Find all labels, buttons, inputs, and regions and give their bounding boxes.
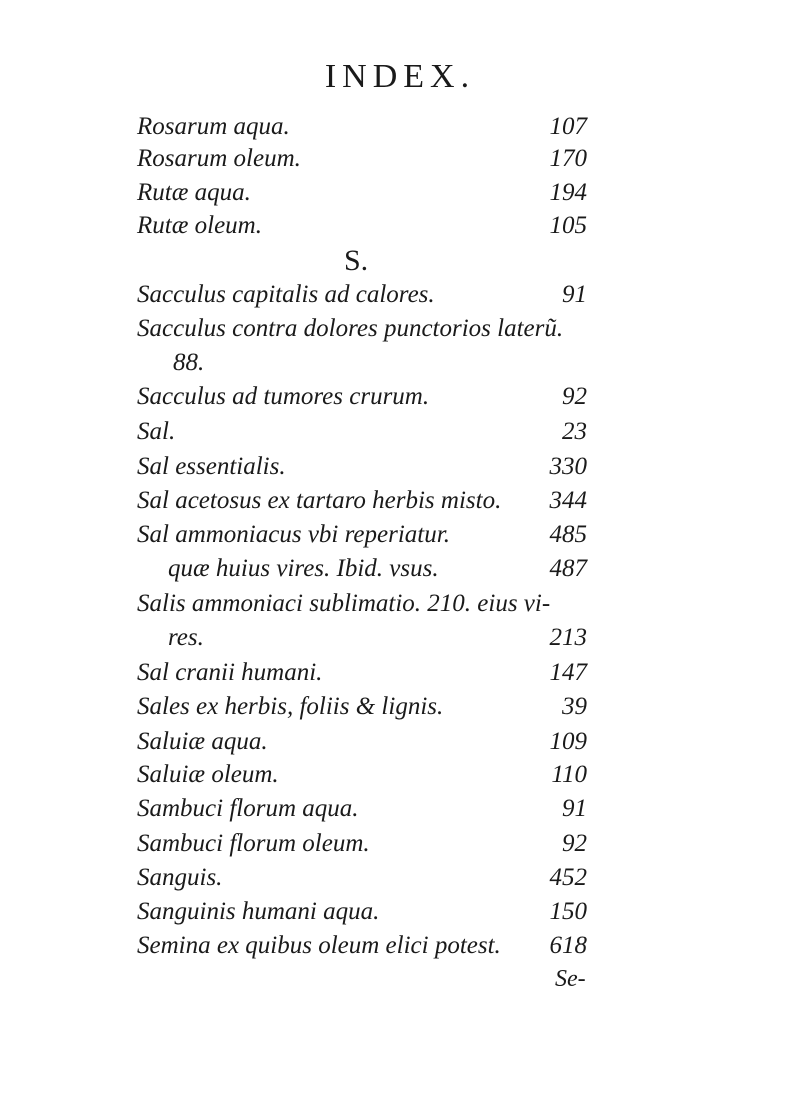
entry-label: Sambuci florum oleum. — [137, 830, 370, 857]
entry-label: Sanguinis humani aqua. — [137, 898, 380, 925]
entry-page-number: 485 — [549, 521, 587, 548]
entry-page-number: 23 — [562, 418, 587, 445]
index-entry — [168, 624, 587, 654]
section-letter: S. — [344, 244, 369, 277]
entry-label: Sal acetosus ex tartaro herbis misto. — [137, 487, 502, 514]
entry-label: Sambuci florum aqua. — [137, 795, 359, 822]
entry-label: Rosarum aqua. — [137, 113, 290, 140]
entry-label: quæ huius vires. Ibid. vsus. — [168, 555, 439, 582]
entry-label: Sal essentialis. — [137, 453, 286, 480]
entry-label: Sanguis. — [137, 864, 223, 891]
entry-page-number: 452 — [549, 864, 587, 891]
entry-page-number: 109 — [549, 728, 587, 755]
entry-page-number: 91 — [562, 281, 587, 308]
catchword: Se- — [555, 966, 586, 992]
entry-label: Rutæ aqua. — [137, 179, 251, 206]
entry-label: Sal ammoniacus vbi reperiatur. — [137, 521, 450, 548]
entry-label: Saluiæ oleum. — [137, 761, 279, 788]
entry-label: Saluiæ aqua. — [137, 728, 268, 755]
index-entry — [137, 898, 587, 928]
entry-label: res. — [168, 624, 204, 651]
entry-page-number: 487 — [549, 555, 587, 582]
index-entry — [137, 590, 587, 620]
index-entry — [137, 383, 587, 413]
index-entry — [137, 795, 587, 825]
index-entry — [137, 113, 587, 143]
index-entry — [137, 315, 587, 345]
entry-label: Sal cranii humani. — [137, 659, 323, 686]
index-entry — [137, 761, 587, 791]
entry-label: Sacculus capitalis ad calores. — [137, 281, 435, 308]
entry-label: Sacculus contra dolores punctorios laterũ. — [137, 315, 564, 342]
entry-page-number: 107 — [549, 113, 587, 140]
entry-label: Rosarum oleum. — [137, 145, 301, 172]
index-entry — [137, 212, 587, 242]
entry-label: Sal. — [137, 418, 176, 445]
index-entry — [137, 728, 587, 758]
entry-label: Salis ammoniaci sublimatio. 210. eius vi- — [137, 590, 551, 617]
index-entry — [137, 693, 587, 723]
index-entry — [137, 659, 587, 689]
entry-page-number: 618 — [549, 932, 587, 959]
entry-label: Rutæ oleum. — [137, 212, 262, 239]
entry-page-number: 110 — [551, 761, 587, 788]
entry-page-number: 92 — [562, 383, 587, 410]
index-entry — [137, 521, 587, 551]
entry-page-number: 147 — [549, 659, 587, 686]
entry-page-number: 170 — [549, 145, 587, 172]
index-entry — [137, 281, 587, 311]
index-entry — [137, 179, 587, 209]
index-entry — [137, 418, 587, 448]
index-entry — [137, 145, 587, 175]
entry-page-number: 92 — [562, 830, 587, 857]
entry-label: Semina ex quibus oleum elici potest. — [137, 932, 501, 959]
entry-page-number: 91 — [562, 795, 587, 822]
entry-page-number: 150 — [549, 898, 587, 925]
entry-continuation: 88. — [173, 349, 205, 376]
entry-label: Sales ex herbis, foliis & lignis. — [137, 693, 444, 720]
index-entry — [137, 864, 587, 894]
entry-page-number: 330 — [549, 453, 587, 480]
entry-page-number: 105 — [549, 212, 587, 239]
index-entry — [137, 830, 587, 860]
entry-label: Sacculus ad tumores crurum. — [137, 383, 430, 410]
index-entry — [168, 555, 587, 585]
page-title: INDEX. — [324, 58, 476, 95]
entry-page-number: 344 — [549, 487, 587, 514]
entry-page-number: 194 — [549, 179, 587, 206]
entry-page-number: 39 — [562, 693, 587, 720]
index-entry — [137, 932, 587, 962]
index-entry — [137, 453, 587, 483]
index-entry — [137, 487, 587, 517]
entry-page-number: 213 — [549, 624, 587, 651]
